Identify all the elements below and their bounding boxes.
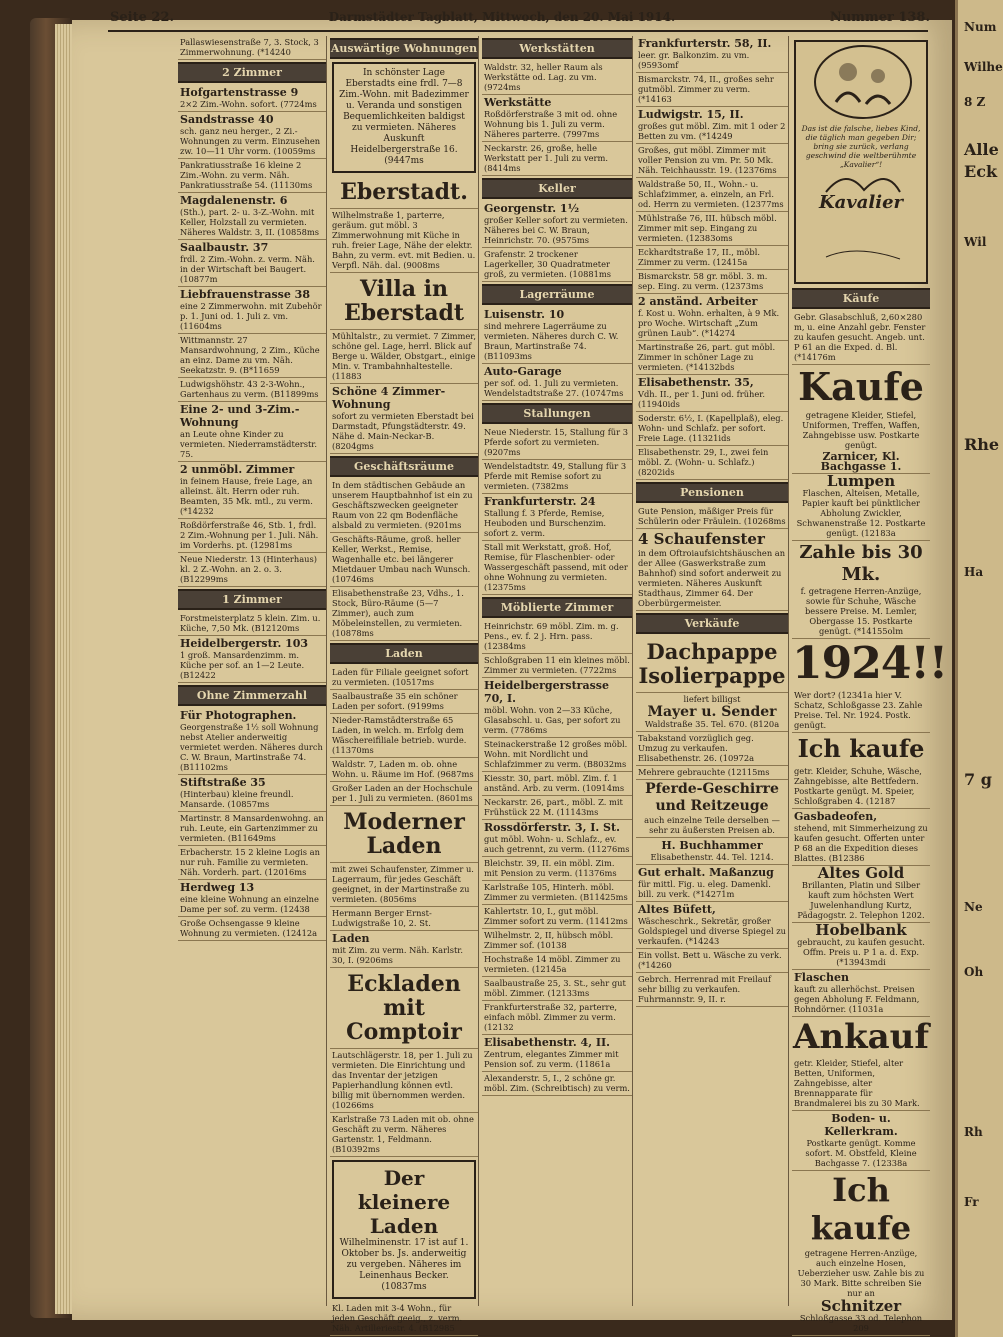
ad-text: f. getragene Herren-Anzüge, sowie für Schuhe, Wäsche bessere Preise. M. Lemler, Obergasse 15. Postkarte genügt. (*14155olm — [800, 586, 922, 636]
fragment-text: Wil — [964, 235, 987, 249]
classified-ad — [482, 820, 632, 857]
classified-ad — [178, 775, 326, 812]
classified-ad — [178, 402, 326, 462]
classified-ad — [482, 95, 632, 142]
classified-ad: Steinackerstraße 12 großes möbl. Wohn. mit Nordlicht und Schlafzimmer zu verm. (B8032ms — [482, 738, 632, 772]
ad-headline: H. Buchhammer — [661, 839, 763, 852]
classified-ad: Pankratiusstraße 16 kleine 2 Zim.-Wohn. zu verm. Näh. Pankratiusstraße 54. (11130ms — [178, 159, 326, 193]
section-heading: Werkstätten — [482, 38, 632, 59]
fragment-text: Rh — [964, 1125, 983, 1139]
column-3 — [482, 36, 633, 1306]
ad-headline: Laden — [332, 932, 370, 945]
boxed-ad: In schönster Lage Eberstadts eine frdl. 7—8 Zim.-Wohn. mit Badezimmer u. Veranda und sonstigen Bequemlichkeiten baldigst zu vermieten. Näheres Auskunft Heidelbergerstraße 16. (9447ms — [332, 62, 476, 173]
classified-ad — [636, 902, 788, 949]
classified-ad — [178, 287, 326, 334]
ad-headline: Auto-Garage — [484, 365, 562, 378]
classified-ad: Bleichstr. 39, II. ein möbl. Zim. mit Pension zu verm. (11376ms — [482, 857, 632, 881]
ad-text: mit Zim. zu verm. Näh. Karlstr. 30, I. (9206ms — [332, 945, 463, 965]
ad-headline: Eckladen mit Comptoir — [330, 968, 478, 1049]
ad-headline: Zahle bis 30 Mk. — [799, 542, 923, 585]
classified-ad: Wendelstadtstr. 49, Stallung für 3 Pferde mit Remise sofort zu vermieten. (7382ms — [482, 460, 632, 494]
classified-ad: Gebr. Glasabschluß, 2,60×280 m, u. eine Anzahl gebr. Fenster zu kaufen gesucht. Angeb. unt. P 61 an die Exped. d. Bl. (*14176m — [792, 311, 930, 365]
classified-ad: getr. Kleider, Stiefel, alter Betten, Uniformen, Zahngebisse, alter Brennapparate für Brandmalerei bis zu 30 Mark. — [792, 1057, 930, 1111]
classified-ad — [482, 201, 632, 248]
classified-ad: Erbacherstr. 15 2 kleine Logis an nur ruh. Familie zu vermieten. Näh. Vorderh. part. (12016ms — [178, 846, 326, 880]
classified-ad: Kahlertstr. 10, I., gut möbl. Zimmer sofort zu verm. (11412ms — [482, 905, 632, 929]
classified-ad: Martinstr. 8 Mansardenwohng. an ruh. Leute, ein Gartenzimmer zu vermieten. (B11649ms — [178, 812, 326, 846]
ad-text: eine kleine Wohnung an einzelne Dame per sof. zu verm. (12438 — [180, 894, 319, 914]
fragment-text: 8 Z — [964, 95, 986, 109]
classified-ad: mit zwei Schaufenster, Zimmer u. Lagerraum, für jedes Geschäft geeignet, in der Martinstraße zu vermieten. (8056ms — [330, 863, 478, 907]
header-rule — [108, 30, 928, 32]
ad-headline: Frankfurterstr. 58, II. — [638, 37, 772, 50]
section-heading: Laden — [330, 643, 478, 664]
ad-text: per sof. od. 1. Juli zu vermieten. Wendelstadtstraße 27. (10747ms — [484, 378, 624, 398]
ad-headline: Georgenstr. 1½ — [484, 202, 580, 215]
classified-ad: In dem städtischen Gebäude an unserem Hauptbahnhof ist ein zu Geschäftszwecken geeigneter Raum von 22 qm Bodenfläche alsbald zu vermieten. (9201ms — [330, 479, 478, 533]
classified-ad: Bismarckstr. 58 gr. möbl. 3. m. sep. Eing. zu verm. (12373ms — [636, 270, 788, 294]
ad-text: sch. ganz neu herger., 2 Zi.-Wohnungen zu verm. Einzusehen zw. 10—11 Uhr vorm. (10059ms — [180, 126, 321, 156]
ad-headline: Sandstrasse 40 — [180, 113, 274, 126]
section-heading: Pensionen — [636, 482, 788, 503]
ad-text: gut möbl. Wohn- u. Schlafz., ev. auch getrennt, zu verm. (11276ms — [484, 834, 630, 854]
ad-text: kauft zu allerhöchst. Preisen gegen Abholung F. Feldmann, Rohndörner. (11031a — [794, 984, 920, 1014]
classified-ad — [178, 112, 326, 159]
classified-ad — [178, 85, 326, 112]
ad-headline: 2 anständ. Arbeiter — [638, 295, 758, 308]
classified-ad: Eckhardtstraße 17, II., möbl. Zimmer zu verm. (12415a — [636, 246, 788, 270]
ad-text: großer Keller sofort zu vermieten. Näheres bei C. W. Braun, Heinrichstr. 70. (9575ms — [484, 215, 628, 245]
ad-text: Vdh. II., per 1. Juni od. früher. (11940ids — [638, 389, 765, 409]
section-heading: 2 Zimmer — [178, 62, 326, 83]
next-page-fragment — [955, 0, 1003, 1337]
ad-text: (Hinterbau) kleine freundl. Mansarde. (10857ms — [180, 789, 294, 809]
classified-ad: Wer dort? (12341a hier V. Schatz, Schloßgasse 23. Zahle Preise. Tel. Nr. 1924. Postk. genügt. — [792, 689, 930, 733]
classified-ad: Pallaswiesenstraße 7, 3. Stock, 3 Zimmerwohnung. (*14240 — [178, 36, 326, 60]
classified-ad: Saalbaustraße 35 ein schöner Laden per sofort. (9199ms — [330, 690, 478, 714]
classified-ad: Nieder-Ramstädterstraße 65 Laden, in welch. m. Erfolg dem Wäschereifiliale betrieb. wurde. (11370ms — [330, 714, 478, 758]
classified-ad: getr. Kleider, Schuhe, Wäsche, Zahngebisse, alte Bettfedern. Postkarte genügt. M. Speier, Schloßgraben 4. (12187 — [792, 765, 930, 809]
ad-headline: Gut erhalt. Maßanzug — [638, 866, 774, 879]
classified-ad — [178, 462, 326, 519]
classified-ad: Soderstr. 6½, I. (Kapellplaß), eleg. Wohn- und Schlafz. per sofort. Freie Lage. (11321ids — [636, 412, 788, 446]
box-headline: Der kleinere Laden — [357, 1166, 451, 1238]
classified-ad — [178, 708, 326, 775]
section-heading: Käufe — [792, 288, 930, 309]
ad-text: großes gut möbl. Zim. mit 1 oder 2 Betten zu vm. (*14249 — [638, 121, 786, 141]
fragment-text: Wilhe — [964, 60, 1003, 74]
classified-ad — [330, 931, 478, 968]
classified-ad: Alexanderstr. 5, I., 2 schöne gr. möbl. Zim. (Schreibtisch) zu verm. — [482, 1072, 632, 1096]
classified-ad — [482, 678, 632, 738]
ad-headline: Luisenstr. 10 — [484, 308, 565, 321]
ad-headline: Werkstätte — [484, 96, 552, 109]
fragment-text: 7 g — [964, 770, 992, 789]
section-heading: Möblierte Zimmer — [482, 597, 632, 618]
section-heading: Auswärtige Wohnungen — [330, 38, 478, 59]
section-heading: Ohne Zimmerzahl — [178, 685, 326, 706]
classified-ad: Roßdörferstraße 46, Stb. 1, frdl. 2 Zim.-Wohnung per 1. Juli. Näh. im Vorderhs. pt. (12981ms — [178, 519, 326, 553]
column-4 — [636, 36, 789, 1306]
ad-text: für mittl. Fig. u. eleg. Damenkl. bill. zu verk. (*14271m — [638, 879, 771, 899]
ad-text: (Sth.), part. 2- u. 3-Z.-Wohn. mit Keller, Holzstall zu vermieten. Näheres Waldstr. 3, II. (10858ms — [180, 207, 320, 237]
ad-headline: Pferde-Geschirre und Reitzeuge — [645, 781, 779, 814]
classified-ad — [636, 375, 788, 412]
newspaper-title: Darmstädter Tagblatt, Mittwoch, den 20. Mai 1914. — [328, 10, 676, 24]
ad-text: sofort zu vermieten Eberstadt bei Darmstadt, Pfungstädterstr. 49. Nähe d. Main-Neckar-B. (8204gms — [332, 411, 474, 451]
classified-ad: Lautschlägerstr. 18, per 1. Juli zu vermieten. Die Einrichtung und das Inventar der jetzigen Papierhandlung können evtl. billig mit übernommen werden. (10266ms — [330, 1049, 478, 1113]
classified-ad: Neckarstr. 26, große, helle Werkstatt per 1. Juli zu verm. (8414ms — [482, 142, 632, 176]
ad-headline: Saalbaustr. 37 — [180, 241, 269, 254]
classified-ad: Geschäfts-Räume, groß. heller Keller, Werkst., Remise, Wagenhalle etc. bei längerer Mietdauer Umbau nach Wunsch. (10746ms — [330, 533, 478, 587]
ad-headline: 2 unmöbl. Zimmer — [180, 463, 295, 476]
classified-ad: Laden für Filiale geeignet sofort zu vermieten. (10517ms — [330, 666, 478, 690]
ad-text: frdl. 2 Zim.-Wohn. z. verm. Näh. in der Wirtschaft bei Baugert. (10877m — [180, 254, 315, 284]
classified-ad — [178, 240, 326, 287]
classified-ad: Schloßgraben 11 ein kleines möbl. Zimmer zu vermieten. (7722ms — [482, 654, 632, 678]
classified-ad: Martinstraße 26, part. gut möbl. Zimmer in schöner Lage zu vermieten. (*14132bds — [636, 341, 788, 375]
classified-ad: Gute Pension, mäßiger Preis für Schülerin oder Fräulein. (10268ms — [636, 505, 788, 529]
ad-text: getragene Kleider, Stiefel, Uniformen, Treffen, Waffen, Zahngebisse usw. Postkarte genügt. — [802, 410, 920, 450]
classified-ad — [636, 865, 788, 902]
classified-ad: Ludwigshöhstr. 43 2-3-Wohn., Gartenhaus zu verm. (B11899ms — [178, 378, 326, 402]
ad-text: Flaschen, Alteisen, Metalle, Papier kauft bei pünktlicher Abholung Zwickler, Schwanenstraße 12. Postkarte genügt. (12183a — [796, 488, 926, 538]
section-heading: Lagerräume — [482, 284, 632, 305]
classified-ad — [792, 474, 930, 541]
classified-ad: Großes, gut möbl. Zimmer mit voller Pension zu vm. Pr. 50 Mk. Näh. Teichhausstr. 19. (12376ms — [636, 144, 788, 178]
ad-text: gebraucht, zu kaufen gesucht. Offm. Preis u. P 1 a. d. Exp. (*13943mdi — [797, 937, 925, 967]
ad-headline: Für Photographen. — [180, 709, 297, 722]
classified-ad: Großer Laden an der Hochschule per 1. Juli zu vermieten. (8601ms — [330, 782, 478, 806]
ad-brand: Kavalier — [818, 192, 904, 213]
issue-number: Nummer 138. — [829, 10, 930, 25]
ad-text: leer. gr. Balkonzim. zu vm. (9593omf — [638, 50, 750, 70]
page-number: Seite 22. — [110, 10, 175, 25]
classified-ad: Elisabethenstraße 23, Vdhs., 1. Stock, Büro-Räume (5—7 Zimmer), auch zum Möbeleinstellen, zu vermieten. (10878ms — [330, 587, 478, 641]
ad-headline: Elisabethenstr. 35, — [638, 376, 754, 389]
classified-ad: Karlstraße 105, Hinterh. möbl. Zimmer zu vermieten. (B11425ms — [482, 881, 632, 905]
classified-ad — [792, 866, 930, 923]
ad-headline: 4 Schaufenster — [638, 530, 765, 548]
classified-ad — [636, 36, 788, 73]
classified-ad — [792, 970, 930, 1017]
ad-text: sind mehrere Lagerräume zu vermieten. Näheres durch C. W. Braun, Martinstraße 74. (B11093ms — [484, 321, 619, 361]
ad-headline: Ankauf — [792, 1017, 930, 1057]
illustrated-ad-kavalier — [794, 40, 928, 284]
classified-ad — [792, 1111, 930, 1171]
page-header — [110, 10, 930, 25]
classified-ad: Frankfurterstraße 32, parterre, einfach möbl. Zimmer zu verm. (12132 — [482, 1001, 632, 1035]
ad-headline: Heidelbergerstr. 103 — [180, 637, 309, 650]
classified-ad — [792, 809, 930, 866]
column-5 — [792, 36, 948, 1333]
classified-ad: Gebrch. Herrenrad mit Freilauf sehr billig zu verkaufen. Fuhrmannstr. 9, II. r. — [636, 973, 788, 1007]
classified-ad — [330, 384, 478, 454]
classified-ad: Neue Niederstr. 15, Stallung für 3 Pferde sofort zu vermieten. (9207ms — [482, 426, 632, 460]
classified-ad — [636, 780, 788, 838]
ad-headline: Rossdörferstr. 3, I. St. — [484, 821, 620, 834]
ad-text: möbl. Wohn. von 2—33 Küche, Glasabschl. u. Gas, per sofort zu verm. (7786ms — [484, 705, 621, 735]
ad-headline: Villa in Eberstadt — [330, 273, 478, 330]
classified-ad — [636, 107, 788, 144]
boxed-ad — [332, 1160, 476, 1299]
ad-text: Stallung f. 3 Pferde, Remise, Heuboden und Burschenzim. sofort z. verm. — [484, 508, 607, 538]
fragment-text: Ha — [964, 565, 984, 579]
section-heading: Verkäufe — [636, 613, 788, 634]
ad-text: in feinem Hause, freie Lage, an alleinst. ält. Herrn oder ruh. Beamten, 35 Mk. mtl., zu verm. (*14232 — [180, 476, 313, 516]
fragment-text: Fr — [964, 1195, 979, 1209]
classified-ad — [636, 529, 788, 611]
ad-headline: Hobelbank — [815, 921, 907, 939]
ad-text: in dem Oftroiaufsichtshäuschen an der Allee (Gaswerkstraße zum Bahnhof) sind sofort anderweit zu vermieten. Näheres Auskunft Stadthaus, Zimmer 64. Der Oberbürgermeister. — [638, 548, 786, 608]
ad-headline: Mayer u. Sender — [647, 704, 777, 720]
ad-caption: Das ist die falsche, liebes Kind, die täglich man gegeben Dir; bring sie zurück, verlang geschwind die weltberühmte „Kavalier“! — [801, 124, 921, 169]
section-heading: Stallungen — [482, 403, 632, 424]
ad-headline: Hofgartenstrasse 9 — [180, 86, 299, 99]
ad-text: Waldstraße 35. Tel. 670. (8120a — [644, 719, 780, 729]
fragment-text: Ne — [964, 900, 983, 914]
ad-headline: Kaufe — [798, 364, 924, 409]
fragment-text: Eck — [964, 162, 998, 181]
classified-ad — [482, 307, 632, 364]
ad-headline: Heidelbergerstrasse 70, I. — [484, 679, 609, 705]
classified-ad: Ein vollst. Bett u. Wäsche zu verk. (*14260 — [636, 949, 788, 973]
classified-ad: Kiesstr. 30, part. möbl. Zim. f. 1 anständ. Arb. zu verm. (10914ms — [482, 772, 632, 796]
ad-text: getragene Herren-Anzüge, auch einzelne Hosen, Ueberzieher usw. Zahle bis zu 30 Mark. Bitte schreiben Sie nur an — [797, 1248, 925, 1298]
ad-headline: Eberstadt. — [330, 176, 478, 209]
section-heading: Geschäftsräume — [330, 456, 478, 477]
classified-ad: Wilhelmstr. 2, II, hübsch möbl. Zimmer sof. (10138 — [482, 929, 632, 953]
fragment-text: Rhe — [964, 435, 1000, 454]
classified-ad: Tabakstand vorzüglich geg. Umzug zu verkaufen. Elisabethenstr. 26. (10972a — [636, 732, 788, 766]
classified-ad — [792, 923, 930, 970]
ad-text: Postkarte genügt. Komme sofort. M. Obstfeld, Kleine Bachgasse 7. (12338a — [805, 1138, 917, 1168]
ad-headline: Magdalenenstr. 6 — [180, 194, 288, 207]
classified-ad — [482, 494, 632, 541]
ad-headline: Schnitzer — [820, 1297, 902, 1315]
fragment-text: Num — [964, 20, 997, 34]
ad-headline: Zarnicer, Kl. Bachgasse 1. — [792, 451, 930, 474]
ad-headline: Eine 2- und 3-Zim.-Wohnung — [180, 403, 300, 429]
ad-text: auch einzelne Teile derselben — sehr zu äußersten Preisen ab. — [644, 815, 780, 835]
ad-headline: Dachpappe Isolierpappe — [636, 636, 788, 693]
classified-ad — [792, 1299, 930, 1336]
classified-ad: Wittmannstr. 27 Mansardwohnung, 2 Zim., Küche an einz. Dame zu vm. Näh. Seekatzstr. 9. (B*11659 — [178, 334, 326, 378]
ad-text: Schloßgasse 33 od. Telephon 209 — [799, 1313, 923, 1333]
ad-text: eine 2 Zimmerwohn. mit Zubehör p. 1. Juni od. 1. Juli z. vm. (11604ms — [180, 301, 322, 331]
ad-headline: Gasbadeofen, — [794, 810, 878, 823]
classified-ad — [178, 193, 326, 240]
ad-text: Wäscheschrk., Sekretär, großer Goldspiegel und diverse Spiegel zu verkaufen. (*14243 — [638, 916, 786, 946]
ad-headline: Boden- u. Kellerkram. — [824, 1112, 898, 1138]
classified-ad: Saalbaustraße 25, 3. St., sehr gut möbl. Zimmer. (12133ms — [482, 977, 632, 1001]
classified-ad: Mühlstraße 76, III. hübsch möbl. Zimmer mit sep. Eingang zu vermieten. (12383oms — [636, 212, 788, 246]
classified-ad — [178, 880, 326, 917]
classified-ad: Wilhelmstraße 1, parterre, geräum. gut möbl. 3 Zimmerwohnung mit Küche in ruh. freier Lage, Nähe der elektr. Bahn, zu verm. evt. mit Bedien. u. Verpfl. Näh. dal. (9008ms — [330, 209, 478, 273]
ad-headline: Elisabethenstr. 4, II. — [484, 1036, 610, 1049]
classified-ad: Bismarckstr. 74, II., großes sehr gutmöbl. Zimmer zu verm. (*14163 — [636, 73, 788, 107]
ad-text: f. Kost u. Wohn. erhalten, à 9 Mk. pro Woche. Wirtschaft „Zum grünen Laub“. (*14274 — [638, 308, 780, 338]
ad-text: Georgenstraße 1½ soll Wohnung nebst Atelier anderweitig vermietet werden. Näheres durch C. W. Braun, Martinstraße 74. (B11102ms — [180, 722, 323, 772]
section-heading: Keller — [482, 178, 632, 199]
classified-ad: Waldstr. 7, Laden m. ob. ohne Wohn. u. Räume im Hof. (9687ms — [330, 758, 478, 782]
classified-ad: Neckarstr. 26, part., möbl. Z. mit Frühstück 22 M. (11143ms — [482, 796, 632, 820]
ad-headline: Schöne 4 Zimmer-Wohnung — [332, 385, 446, 411]
classified-ad: Forstmeisterplatz 5 klein. Zim. u. Küche, 7,50 Mk. (B12120ms — [178, 612, 326, 636]
ad-headline: Ludwigstr. 15, II. — [638, 108, 744, 121]
classified-ad — [482, 1035, 632, 1072]
ad-headline: Liebfrauenstrasse 38 — [180, 288, 310, 301]
ad-headline: 1924!! — [792, 638, 948, 689]
ad-headline: Moderner Laden — [330, 806, 478, 863]
ad-headline: Stiftstraße 35 — [180, 776, 266, 789]
ad-headline: Altes Gold — [817, 864, 905, 882]
ad-text: Elisabethenstr. 44. Tel. 1214. — [650, 852, 774, 862]
ad-headline: Flaschen — [794, 971, 849, 984]
classified-ad — [636, 294, 788, 341]
classified-ad — [482, 364, 632, 401]
ad-headline: Lumpen — [826, 472, 896, 490]
ad-headline: Ich kaufe — [810, 1171, 912, 1247]
ad-headline: Altes Büfett, — [638, 903, 716, 916]
classified-ad — [636, 838, 788, 865]
classified-ad: Grafenstr. 2 trockener Lagerkeller, 30 Quadratmeter groß, zu vermieten. (10881ms — [482, 248, 632, 282]
classified-ad: Waldstraße 50, II., Wohn.- u. Schlafzimmer, a. einzeln, an Frl. od. Herrn zu vermieten. (12377ms — [636, 178, 788, 212]
ad-text: Roßdörferstraße 3 mit od. ohne Wohnung bis 1. Juli zu verm. Näheres parterre. (7997ms — [484, 109, 618, 139]
classified-ad: Elisabethenstr. 29, I., zwei fein möbl. Z. (Wohn- u. Schlafz.) (8202ids — [636, 446, 788, 480]
classified-ad: Mehrere gebrauchte (12115ms — [636, 766, 788, 780]
fragment-text: Alle — [964, 140, 999, 159]
classified-ad — [636, 705, 788, 732]
ad-text: 1 groß. Mansardenzimm. m. Küche per sof. an 1—2 Leute. (B12422 — [180, 650, 305, 680]
classified-ad — [178, 636, 326, 683]
classified-ad: Kl. Laden mit 3-4 Wohn., für jeden Geschäft geeig., z. verm. Näh. Artilleriestr. 4. (B12985 — [330, 1302, 478, 1336]
fragment-text: Oh — [964, 965, 984, 979]
ad-text: 2×2 Zim.-Wohn. sofort. (7724ms — [180, 99, 317, 109]
ad-text: an Leute ohne Kinder zu vermieten. Niederramstädterstr. 75. — [180, 429, 317, 459]
classified-ad: Hermann Berger Ernst-Ludwigstraße 10, 2. St. — [330, 907, 478, 931]
classified-ad: Heinrichstr. 69 möbl. Zim. m. g. Pens., ev. f. 2 j. Hrn. pass. (12384ms — [482, 620, 632, 654]
classified-ad: Neue Niederstr. 13 (Hinterhaus) kl. 2 Z.-Wohn. an 2. o. 3. (B12299ms — [178, 553, 326, 587]
classified-ad: Große Ochsengasse 9 kleine Wohnung zu vermieten. (12412a — [178, 917, 326, 941]
classified-ad: Hochstraße 14 möbl. Zimmer zu vermieten. (12145a — [482, 953, 632, 977]
classified-ad: Karlstraße 73 Laden mit ob. ohne Geschäft zu verm. Näheres Gartenstr. 1, Feldmann. (B10392ms — [330, 1113, 478, 1157]
ad-text: liefert billigst — [683, 694, 741, 704]
column-1 — [178, 36, 327, 1306]
classified-ad: Stall mit Werkstatt, groß. Hof, Remise, für Flaschenbier- oder Wassergeschäft passend, mit oder ohne Wohnung zu vermieten. (12375ms — [482, 541, 632, 595]
classified-ad: Mühltalstr., zu vermiet. 7 Zimmer, schöne gel. Lage, herrl. Blick auf Berge u. Wälder, Obstgart., einige Min. v. Trambahnhaltestelle. (11883 — [330, 330, 478, 384]
classified-ad — [792, 541, 930, 639]
ad-headline: Herdweg 13 — [180, 881, 255, 894]
box-text: Wilhelminenstr. 17 ist auf 1. Oktober bs. Js. anderweitig zu vergeben. Näheres im Leinenhaus Becker. (10837ms — [339, 1238, 469, 1292]
ad-headline: Ich kaufe — [797, 734, 925, 763]
ad-text: Zentrum, elegantes Zimmer mit Pension sof. zu verm. (11861a — [484, 1049, 619, 1069]
classified-ad: Waldstr. 32, heller Raum als Werkstätte od. Lag. zu vm. (9724ms — [482, 61, 632, 95]
ad-text: Brillanten, Platin und Silber kauft zum höchsten Wert Juwelenhandlung Kurtz, Pädagogstr. 2. Telephon 1202. — [797, 880, 925, 920]
ad-text: stehend, mit Simmerheizung zu kaufen gesucht. Offerten unter P 68 an die Expedition dieses Blattes. (B12386 — [794, 823, 928, 863]
column-2 — [330, 36, 479, 1333]
ad-headline: Frankfurterstr. 24 — [484, 495, 596, 508]
section-heading: 1 Zimmer — [178, 589, 326, 610]
